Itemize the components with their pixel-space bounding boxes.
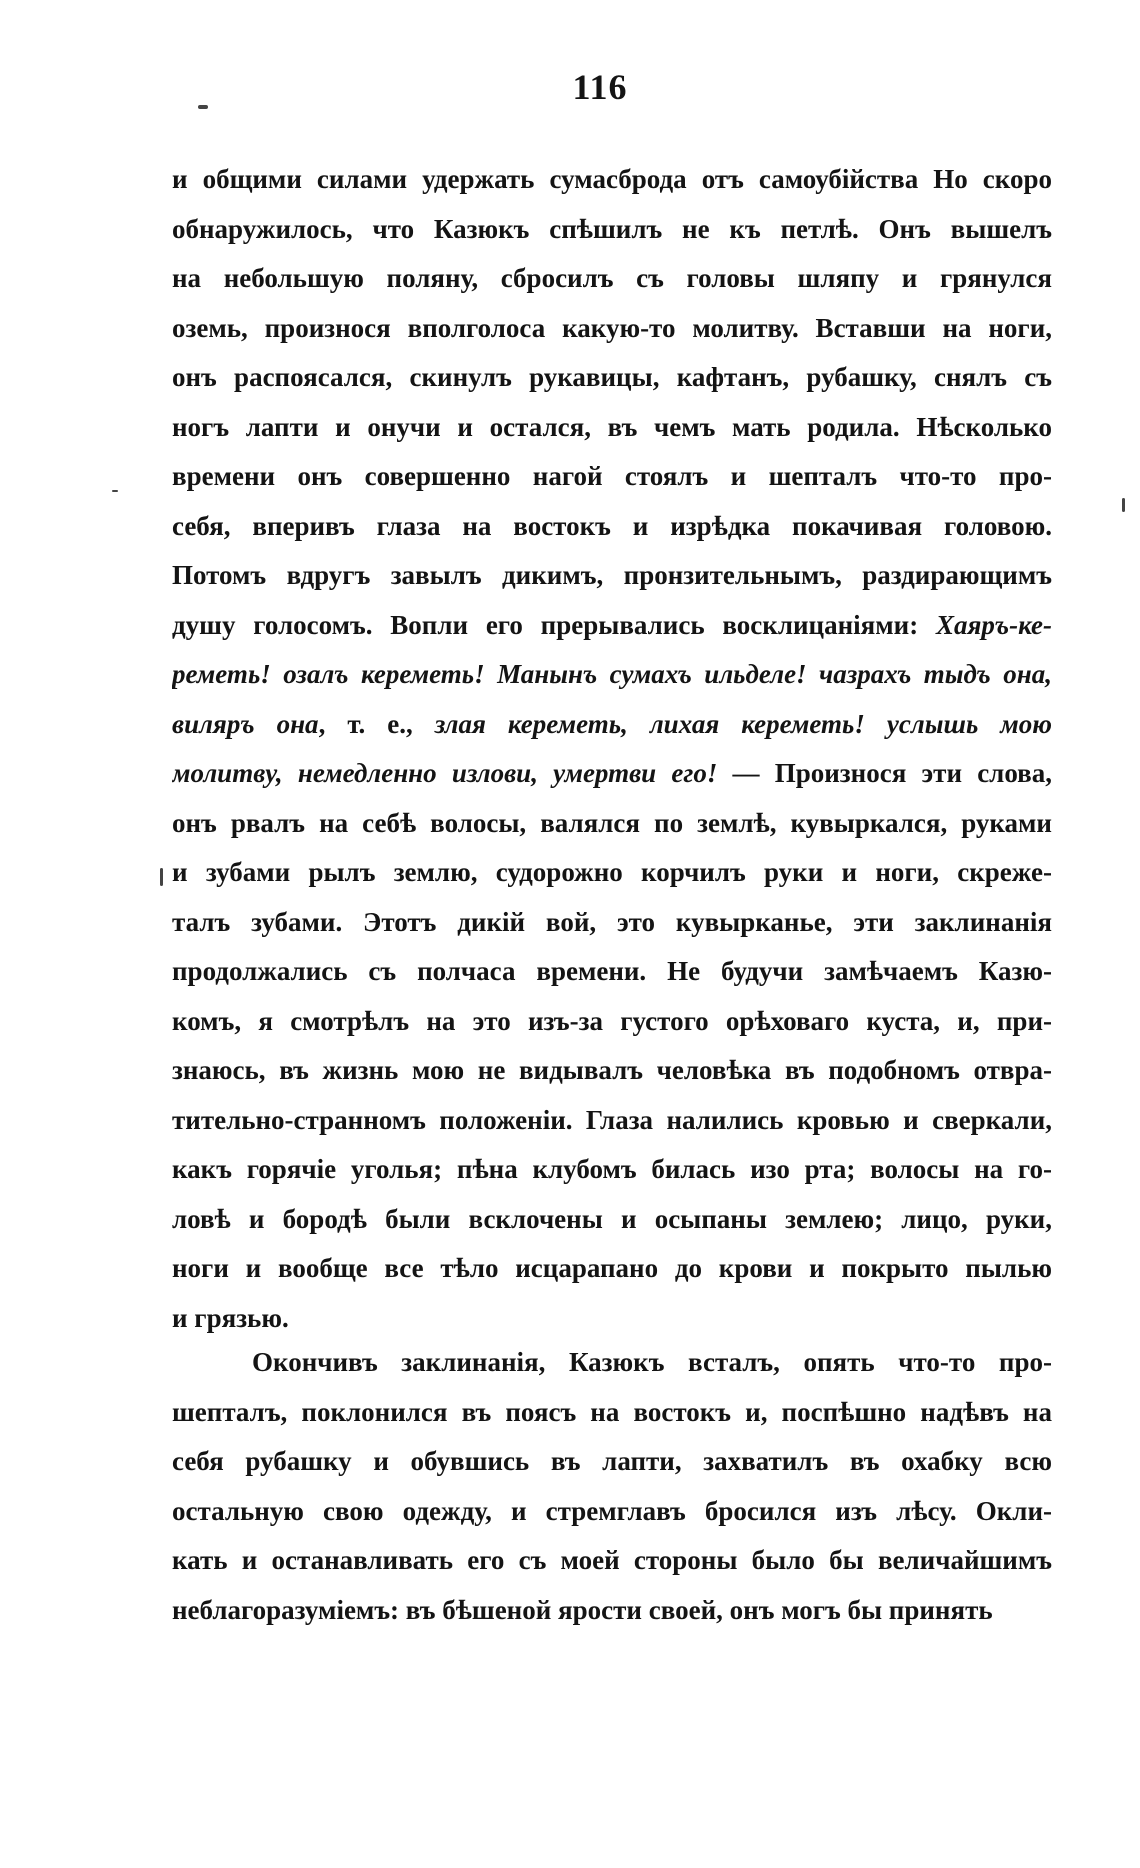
text-line <box>172 1195 1052 1245</box>
text-line <box>172 1096 1052 1146</box>
text-segment: ноги и вообще все тѣло исцарапано до крови и покрыто пылью <box>172 1253 1052 1283</box>
text-segment: ловѣ и бородѣ были всклочены и осыпаны землею; лицо, руки, <box>172 1203 1052 1234</box>
text-segment: тительно-странномъ положеніи. Глаза налились кровью и сверкали, <box>172 1104 1052 1135</box>
scan-speck <box>198 105 208 109</box>
text-segment: обнаружилось, что Казюкъ спѣшилъ не къ петлѣ. Онъ вышелъ <box>172 213 1052 244</box>
text-line <box>172 898 1052 948</box>
text-line <box>172 155 1052 205</box>
text-line <box>172 1437 1052 1487</box>
text-segment: остальную свою одежду, и стремглавъ бросился изъ лѣсу. Окли- <box>172 1495 1052 1526</box>
text-line <box>172 205 1052 255</box>
text-line <box>172 799 1052 849</box>
text-segment: какъ горячіе уголья; пѣна клубомъ билась изо рта; волосы на го- <box>172 1154 1052 1184</box>
text-segment: онъ рвалъ на себѣ волосы, валялся по землѣ, кувыркался, руками <box>172 807 1052 838</box>
page-number: 116 <box>572 67 628 107</box>
italic-text-segment: злая кереметь, лихая кереметь! услышь мою <box>434 708 1052 739</box>
scan-speck <box>112 490 118 492</box>
text-segment: кать и останавливать его съ моей стороны было бы величайшимъ <box>172 1545 1052 1575</box>
text-line <box>172 1586 1052 1636</box>
text-line <box>172 947 1052 997</box>
text-segment: оземь, произнося вполголоса какую-то молитву. Вставши на ноги, <box>172 312 1052 343</box>
italic-text-segment: реметь! озалъ кереметь! Манынъ сумахъ ильделе! чазрахъ тыдъ она, <box>172 659 1052 689</box>
text-segment: продолжались съ полчаса времени. Не будучи замѣчаемъ Казю- <box>172 956 1052 986</box>
text-line <box>172 1388 1052 1438</box>
text-line <box>172 551 1052 601</box>
text-line <box>172 749 1052 799</box>
italic-text-segment: молитву, немедленно излови, умертви его! <box>172 758 718 788</box>
text-segment: и грязью. <box>172 1302 289 1333</box>
paragraph-1 <box>172 155 1052 1343</box>
text-line <box>172 1294 1052 1344</box>
text-segment: душу голосомъ. Вопли его прерывались восклицаніями: <box>172 609 936 640</box>
text-segment: неблагоразуміемъ: въ бѣшеной ярости своей, онъ могъ бы принять <box>172 1594 993 1625</box>
text-segment: Окончивъ заклинанія, Казюкъ всталъ, опять что-то про- <box>252 1347 1052 1377</box>
text-line <box>172 601 1052 651</box>
scan-speck <box>160 868 163 886</box>
text-segment: , т. е., <box>318 708 435 739</box>
text-segment: и зубами рылъ землю, судорожно корчилъ руки и ноги, скреже- <box>172 857 1052 887</box>
text-segment: шепталъ, поклонился въ поясъ на востокъ и, поспѣшно надѣвъ на <box>172 1396 1052 1427</box>
text-line <box>172 650 1052 700</box>
text-line <box>172 1145 1052 1195</box>
text-line <box>172 353 1052 403</box>
italic-text-segment: Хаяръ-ке- <box>936 609 1052 640</box>
paragraph-2 <box>172 1338 1052 1635</box>
text-segment: на небольшую поляну, сбросилъ съ головы шляпу и грянулся <box>172 263 1052 293</box>
text-segment: Потомъ вдругъ завылъ дикимъ, пронзительнымъ, раздирающимъ <box>172 560 1052 590</box>
text-segment: себя, вперивъ глаза на востокъ и изрѣдка покачивая головою. <box>172 510 1052 541</box>
text-segment: и общими силами удержать сумасброда отъ самоубійства Но скоро <box>172 164 1052 194</box>
text-line <box>172 452 1052 502</box>
text-line <box>172 700 1052 750</box>
text-line <box>172 1536 1052 1586</box>
text-line <box>172 1338 1052 1388</box>
text-segment: времени онъ совершенно нагой стоялъ и шепталъ что-то про- <box>172 461 1052 491</box>
text-segment: знаюсь, въ жизнь мою не видывалъ человѣка въ подобномъ отвра- <box>172 1055 1052 1085</box>
text-segment: комъ, я смотрѣлъ на это изъ-за густого орѣховаго куста, и, при- <box>172 1005 1052 1036</box>
text-segment: талъ зубами. Этотъ дикій вой, это кувырканье, эти заклинанія <box>172 906 1052 937</box>
text-line <box>172 997 1052 1047</box>
text-line <box>172 502 1052 552</box>
text-segment: себя рубашку и обувшись въ лапти, захватилъ въ охабку всю <box>172 1446 1052 1476</box>
text-line <box>172 1046 1052 1096</box>
scan-speck <box>1122 498 1125 512</box>
text-segment: онъ распоясался, скинулъ рукавицы, кафтанъ, рубашку, снялъ съ <box>172 362 1052 392</box>
text-line <box>172 403 1052 453</box>
text-line <box>172 848 1052 898</box>
text-segment: ногъ лапти и онучи и остался, въ чемъ мать родила. Нѣсколько <box>172 411 1052 442</box>
text-line <box>172 304 1052 354</box>
text-line <box>172 254 1052 304</box>
text-segment: — Произнося эти слова, <box>717 758 1052 788</box>
text-line <box>172 1487 1052 1537</box>
italic-text-segment: виляръ она <box>172 708 319 739</box>
text-line <box>172 1244 1052 1294</box>
